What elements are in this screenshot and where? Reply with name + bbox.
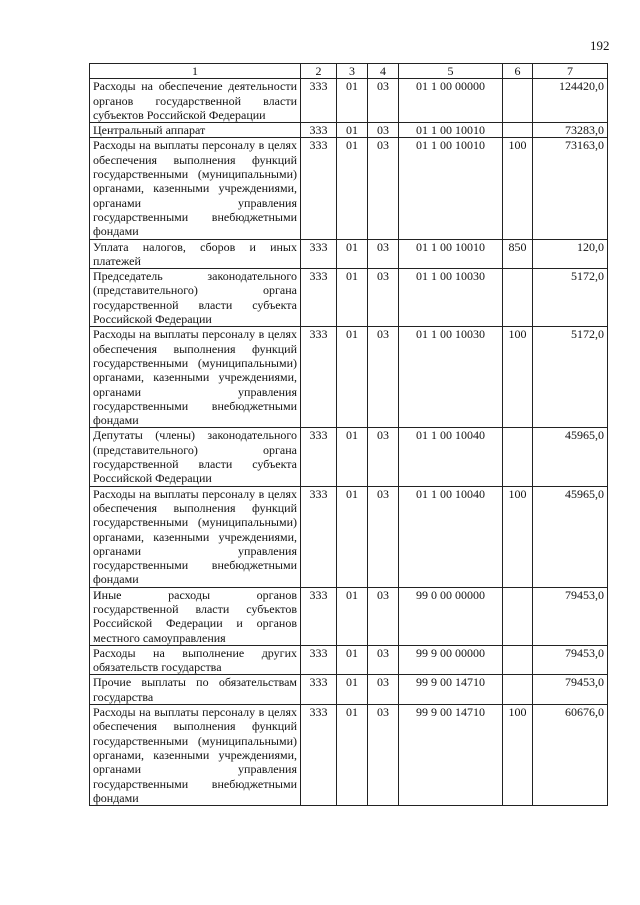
row-expense-type-cell: 100 — [503, 705, 533, 806]
table-row — [90, 79, 608, 123]
table-row — [90, 645, 608, 675]
row-amount-cell: 45965,0 — [533, 428, 608, 486]
row-subsection-cell: 03 — [368, 123, 399, 138]
row-name-cell: Председатель законодательного (представительного) органа государственной власти субъекта Российской Федерации — [90, 269, 301, 327]
table-row — [90, 269, 608, 327]
row-subsection-cell: 03 — [368, 138, 399, 239]
row-section-cell: 01 — [337, 239, 368, 269]
row-section-cell: 01 — [337, 138, 368, 239]
row-subsection-cell: 03 — [368, 239, 399, 269]
budget-table — [89, 63, 608, 806]
table-row — [90, 327, 608, 428]
row-amount-cell: 120,0 — [533, 239, 608, 269]
row-name-cell: Расходы на обеспечение деятельности органов государственной власти субъектов Российской Федерации — [90, 79, 301, 123]
row-admin-code-cell: 333 — [301, 705, 337, 806]
row-expense-type-cell: 100 — [503, 138, 533, 239]
row-name-cell: Расходы на выплаты персоналу в целях обеспечения выполнения функций государственными (муниципальными) органами, казенными учреждениями, органами управления государственными внебюджетными фондами — [90, 138, 301, 239]
header-col-6: 6 — [503, 64, 533, 79]
row-subsection-cell: 03 — [368, 705, 399, 806]
row-target-code-cell: 01 1 00 10010 — [399, 239, 503, 269]
table-row — [90, 138, 608, 239]
row-amount-cell: 5172,0 — [533, 269, 608, 327]
row-target-code-cell: 01 1 00 10030 — [399, 269, 503, 327]
row-expense-type-cell — [503, 79, 533, 123]
row-expense-type-cell: 100 — [503, 327, 533, 428]
row-admin-code-cell: 333 — [301, 123, 337, 138]
row-target-code-cell: 99 9 00 14710 — [399, 675, 503, 705]
row-name-cell: Уплата налогов, сборов и иных платежей — [90, 239, 301, 269]
row-admin-code-cell: 333 — [301, 79, 337, 123]
row-subsection-cell: 03 — [368, 675, 399, 705]
row-admin-code-cell: 333 — [301, 269, 337, 327]
table-row — [90, 705, 608, 806]
header-col-5: 5 — [399, 64, 503, 79]
header-col-7: 7 — [533, 64, 608, 79]
row-expense-type-cell — [503, 428, 533, 486]
row-name-cell: Расходы на выплаты персоналу в целях обеспечения выполнения функций государственными (муниципальными) органами, казенными учреждениями, органами управления государственными внебюджетными фондами — [90, 486, 301, 587]
row-expense-type-cell — [503, 123, 533, 138]
row-admin-code-cell: 333 — [301, 428, 337, 486]
row-target-code-cell: 01 1 00 10040 — [399, 486, 503, 587]
table-row — [90, 675, 608, 705]
table-row — [90, 587, 608, 645]
row-name-cell: Расходы на выплаты персоналу в целях обеспечения выполнения функций государственными (муниципальными) органами, казенными учреждениями, органами управления государственными внебюджетными фондами — [90, 327, 301, 428]
row-target-code-cell: 01 1 00 10010 — [399, 138, 503, 239]
header-row — [90, 64, 608, 79]
row-amount-cell: 79453,0 — [533, 675, 608, 705]
row-subsection-cell: 03 — [368, 486, 399, 587]
row-section-cell: 01 — [337, 123, 368, 138]
header-col-1: 1 — [90, 64, 301, 79]
row-target-code-cell: 99 9 00 14710 — [399, 705, 503, 806]
row-section-cell: 01 — [337, 79, 368, 123]
row-target-code-cell: 99 0 00 00000 — [399, 587, 503, 645]
row-amount-cell: 79453,0 — [533, 645, 608, 675]
row-admin-code-cell: 333 — [301, 645, 337, 675]
row-target-code-cell: 01 1 00 10010 — [399, 123, 503, 138]
row-section-cell: 01 — [337, 587, 368, 645]
row-name-cell: Прочие выплаты по обязательствам государства — [90, 675, 301, 705]
row-target-code-cell: 01 1 00 10030 — [399, 327, 503, 428]
row-name-cell: Расходы на выполнение других обязательств государства — [90, 645, 301, 675]
row-section-cell: 01 — [337, 428, 368, 486]
row-amount-cell: 45965,0 — [533, 486, 608, 587]
row-name-cell: Иные расходы органов государственной власти субъектов Российской Федерации и органов местного самоуправления — [90, 587, 301, 645]
row-expense-type-cell — [503, 675, 533, 705]
row-subsection-cell: 03 — [368, 587, 399, 645]
row-name-cell: Депутаты (члены) законодательного (представительного) органа государственной власти субъекта Российской Федерации — [90, 428, 301, 486]
row-target-code-cell: 01 1 00 00000 — [399, 79, 503, 123]
row-section-cell: 01 — [337, 675, 368, 705]
row-admin-code-cell: 333 — [301, 239, 337, 269]
row-subsection-cell: 03 — [368, 645, 399, 675]
table-row — [90, 123, 608, 138]
row-section-cell: 01 — [337, 327, 368, 428]
row-admin-code-cell: 333 — [301, 327, 337, 428]
page-number: 192 — [590, 38, 610, 53]
row-expense-type-cell — [503, 645, 533, 675]
row-amount-cell: 124420,0 — [533, 79, 608, 123]
row-section-cell: 01 — [337, 705, 368, 806]
row-expense-type-cell — [503, 587, 533, 645]
row-subsection-cell: 03 — [368, 79, 399, 123]
header-col-3: 3 — [337, 64, 368, 79]
row-section-cell: 01 — [337, 269, 368, 327]
row-subsection-cell: 03 — [368, 269, 399, 327]
table-row — [90, 428, 608, 486]
row-expense-type-cell — [503, 269, 533, 327]
header-col-2: 2 — [301, 64, 337, 79]
row-admin-code-cell: 333 — [301, 587, 337, 645]
row-section-cell: 01 — [337, 486, 368, 587]
row-amount-cell: 73283,0 — [533, 123, 608, 138]
row-subsection-cell: 03 — [368, 428, 399, 486]
header-col-4: 4 — [368, 64, 399, 79]
row-target-code-cell: 01 1 00 10040 — [399, 428, 503, 486]
row-name-cell: Центральный аппарат — [90, 123, 301, 138]
row-expense-type-cell: 850 — [503, 239, 533, 269]
row-amount-cell: 60676,0 — [533, 705, 608, 806]
row-target-code-cell: 99 9 00 00000 — [399, 645, 503, 675]
row-name-cell: Расходы на выплаты персоналу в целях обеспечения выполнения функций государственными (муниципальными) органами, казенными учреждениями, органами управления государственными внебюджетными фондами — [90, 705, 301, 806]
row-subsection-cell: 03 — [368, 327, 399, 428]
row-amount-cell: 79453,0 — [533, 587, 608, 645]
row-amount-cell: 5172,0 — [533, 327, 608, 428]
row-section-cell: 01 — [337, 645, 368, 675]
row-admin-code-cell: 333 — [301, 138, 337, 239]
row-expense-type-cell: 100 — [503, 486, 533, 587]
row-admin-code-cell: 333 — [301, 486, 337, 587]
table-row — [90, 239, 608, 269]
table-row — [90, 486, 608, 587]
row-amount-cell: 73163,0 — [533, 138, 608, 239]
row-admin-code-cell: 333 — [301, 675, 337, 705]
